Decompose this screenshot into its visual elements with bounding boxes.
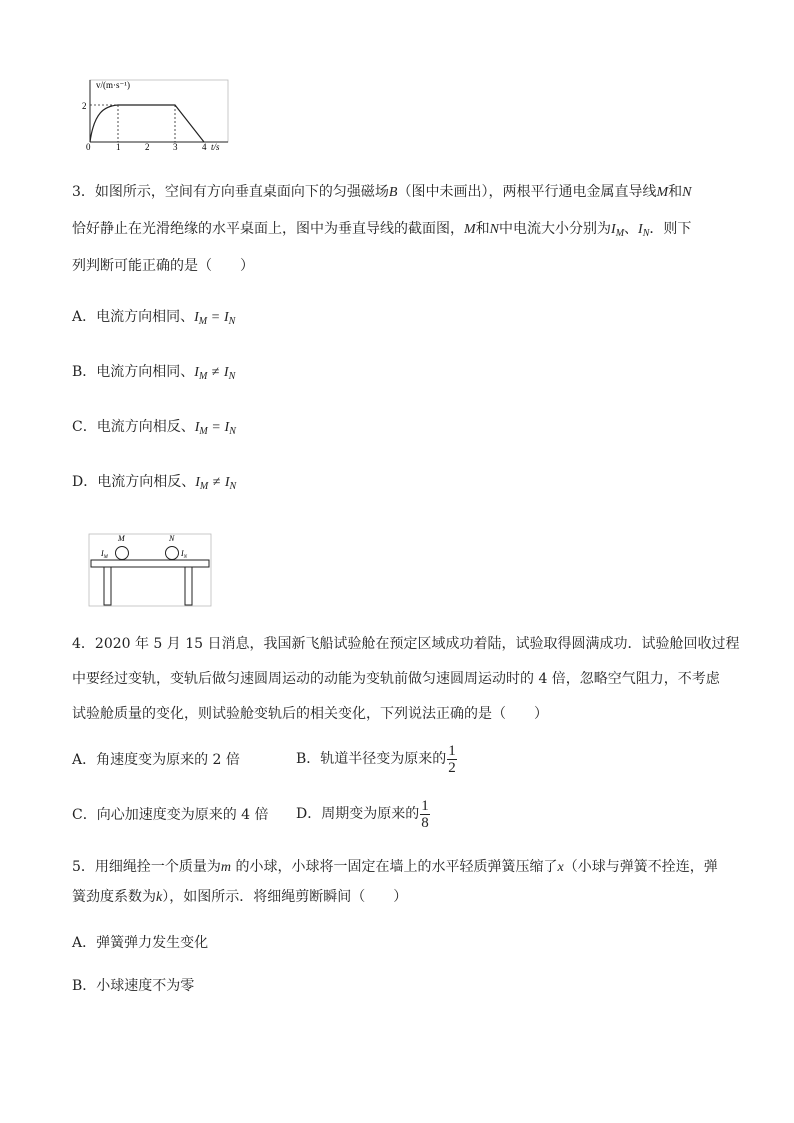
wire-n-label: N [169, 534, 175, 543]
q3-option-d: D．电流方向相反、$I_M \ne I_N$ [72, 474, 237, 492]
q3-option-b: B．电流方向相同、$I_M \ne I_N$ [72, 364, 236, 382]
t-tick-1: 1 [116, 142, 121, 152]
q3-stem-line2: 恰好静止在光滑绝缘的水平桌面上，图中为垂直导线的截面图，M和N中电流大小分别为$I_M$、$I_N$．则下 [72, 221, 692, 239]
wire-m-label: M [118, 534, 125, 543]
fraction-one-eighth: $\frac{1}{8}$ [421, 797, 429, 831]
q3-option-a: A．电流方向相同、$I_M = I_N$ [72, 309, 236, 327]
t-axis-label: t/s [211, 142, 220, 152]
velocity-time-graph [78, 78, 238, 152]
v-axis-label: v/(m·s⁻¹) [96, 80, 130, 90]
q3-table-figure [88, 530, 212, 608]
q4-stem-line3: 试验舱质量的变化，则试验舱变轨后的相关变化，下列说法正确的是（ ） [72, 706, 548, 722]
q3-stem-line3: 列判断可能正确的是（ ） [72, 258, 254, 274]
wire-n-cross-section [166, 547, 179, 560]
q4-option-a: A．角速度变为原来的 2 倍 [72, 752, 240, 768]
t-tick-0: 0 [86, 142, 91, 152]
fraction-one-half: $\frac{1}{2}$ [448, 742, 456, 776]
q4-option-b: B．轨道半径变为原来的 $\frac{1}{2}$ [296, 742, 456, 776]
t-tick-3: 3 [173, 142, 178, 152]
q4-option-d: D．周期变为原来的 $\frac{1}{8}$ [296, 797, 429, 831]
v-tick-2: 2 [82, 101, 87, 111]
q4-stem-line2: 中要经过变轨，变轨后做匀速圆周运动的动能为变轨前做匀速圆周运动时的 4 倍，忽略空气阻力，不考虑 [72, 671, 720, 687]
table-leg-right [185, 567, 192, 605]
table-leg-left [104, 567, 111, 605]
q5-stem-line2: 簧劲度系数为k），如图所示．将细绳剪断瞬间（ ） [72, 889, 408, 905]
current-im-label: $I_M$ [101, 549, 108, 560]
velocity-curve [90, 105, 204, 142]
q4-stem-line1: 4．2020 年 5 月 15 日消息，我国新飞船试验舱在预定区域成功着陆，试验取得圆满成功．试验舱回收过程 [72, 636, 740, 652]
t-tick-4: 4 [202, 142, 207, 152]
q3-option-c: C．电流方向相反、$I_M = I_N$ [72, 419, 236, 437]
wire-m-cross-section [116, 547, 129, 560]
q5-option-b: B．小球速度不为零 [72, 978, 195, 994]
current-in-label: $I_N$ [181, 549, 188, 560]
q5-stem-line1: 5．用细绳拴一个质量为m 的小球，小球将一固定在墙上的水平轻质弹簧压缩了x（小球与弹簧不拴连，弹 [72, 859, 718, 875]
tabletop [91, 560, 209, 567]
t-tick-2: 2 [145, 142, 150, 152]
q4-option-c: C．向心加速度变为原来的 4 倍 [72, 807, 269, 823]
q5-option-a: A．弹簧弹力发生变化 [72, 935, 209, 951]
q3-stem-line1: 3．如图所示，空间有方向垂直桌面向下的匀强磁场B（图中未画出），两根平行通电金属直导线M和N [72, 184, 692, 200]
